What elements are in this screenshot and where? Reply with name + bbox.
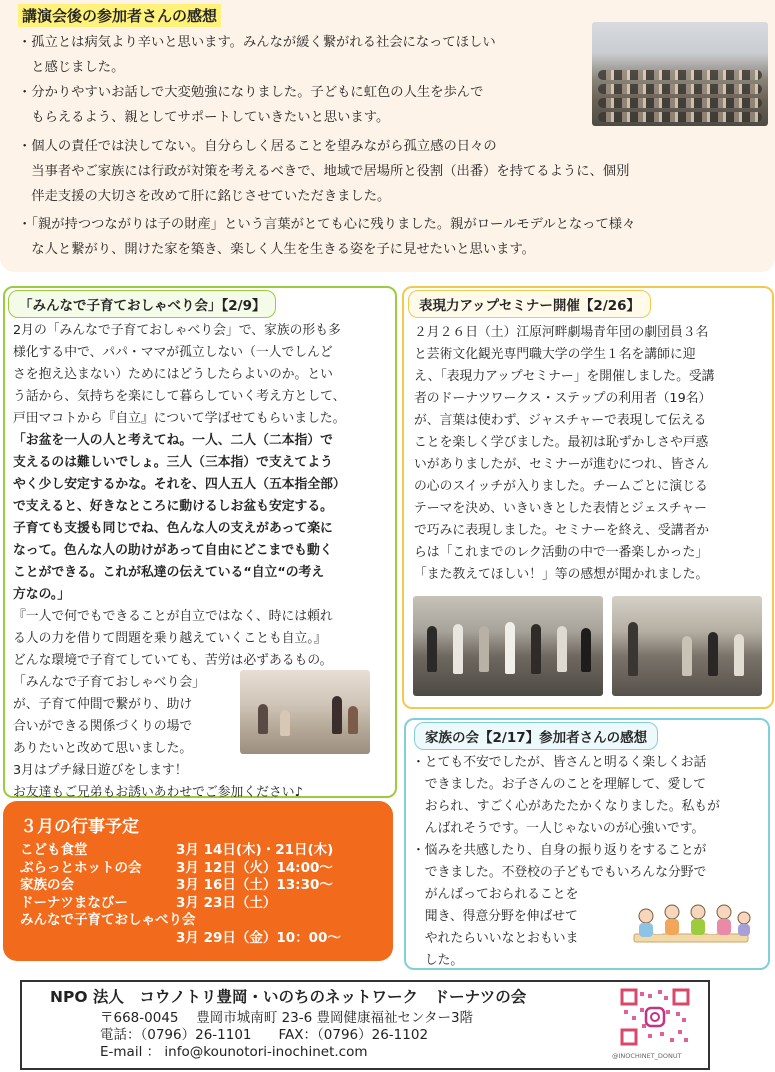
body-line: 様化する中で、パパ・ママが孤立しない（一人でしんど	[13, 345, 333, 360]
quote-line: 「お盆を一人の人と考えてね。一人、二人（二本指）で	[13, 433, 333, 448]
march-events-dates	[176, 842, 341, 947]
event-date: 3月 16日（土）13:30～	[176, 877, 333, 893]
talk-session-title: 「みんなで子育ておしゃべり会」【2/9】	[8, 290, 276, 318]
body-line: ・とても不安でしたが、皆さんと明るく楽しくお話	[412, 755, 707, 770]
body-line: 合いができる関係づくりの場で	[13, 719, 193, 734]
body-line: が、子育て仲間で繋がり、助け	[13, 697, 193, 712]
instagram-handle: @INOCHINET_DONUT	[612, 1052, 682, 1060]
feedback-line: 当事者やご家族には行政が対策を考えるべきで、地域で居場所と役割（出番）を持てるように、個別	[18, 164, 630, 179]
top-feedback-item-3	[18, 134, 629, 209]
event-name: ドーナツまなびー	[20, 894, 128, 911]
event-date	[176, 912, 341, 930]
body-line: した。	[412, 953, 464, 968]
seminar-title: 表現力アップセミナー開催【2/26】	[408, 290, 651, 318]
quote-line: 方なの。」	[13, 587, 71, 602]
body-line: 聞き、得意分野を伸ばせて	[412, 909, 578, 924]
body-line: で巧みに表現しました。セミナーを終え、受講者か	[414, 523, 710, 538]
body-line: が、言葉は使わず、ジャスチャーで表現して伝える	[414, 413, 707, 428]
seminar-photo-circle	[413, 596, 603, 696]
body-line: ありたいと改めて思いました。	[13, 741, 193, 756]
body-line: る人の力を借りて問題を乗り越えていくことも自立。』	[13, 631, 327, 646]
quote-line: ことができる。これが私達の伝えている“自立“の考え	[13, 565, 325, 580]
body-line: 3月はプチ縁日遊びをします！	[13, 763, 188, 778]
top-feedback-item-2	[18, 80, 483, 130]
body-line: いがありましたが、セミナーが進むにつれ、皆さん	[414, 457, 709, 472]
instagram-qr-code[interactable]	[618, 988, 692, 1046]
body-line: んばれそうです。一人じゃないのが心強いです。	[412, 821, 705, 836]
body-line: らは「これまでのレク活動の中で一番楽しかった」	[414, 545, 709, 560]
event-name: ぶらっとホットの会	[20, 859, 142, 876]
body-line: テーマを決め、いきいきとした表情とジェスチャー	[414, 501, 707, 516]
event-name: こども食堂	[20, 842, 88, 858]
seminar-body	[414, 322, 714, 586]
body-line: 者のドーナツワークス・ステップの利用者（19名）	[414, 391, 712, 406]
phone-fax: 電話：（0796）26-1101 FAX：（0796）26-1102	[100, 1027, 429, 1043]
address: 〒668-0045 豊岡市城南町 23-6 豊岡健康福祉センター3階	[100, 1010, 474, 1026]
event-date: 3月 12日（火）14:00～	[176, 859, 333, 876]
email: E-mail ： info@kounotori-inochinet.com	[100, 1044, 368, 1060]
feedback-line: ・分かりやすいお話しで大変勉強になりました。子どもに虹色の人生を歩んで	[18, 85, 484, 100]
body-line: できました。不登校の子どもでもいろんな分野で	[412, 865, 707, 880]
march-events-names	[20, 842, 196, 930]
top-feedback-item-4	[18, 212, 635, 262]
body-line: え、「表現力アップセミナー」を開催しました。受講	[414, 369, 715, 384]
seminar-photo-gesture	[612, 596, 762, 696]
feedback-line: ・「親が持つつながりは子の財産」という言葉がとても心に残りました。親がロールモデルとなって様々	[18, 217, 636, 232]
body-line: どんな環境で子育てしていても、苦労は必ずあるもの。	[13, 653, 333, 668]
body-line: ・悩みを共感したり、自身の振り返りをすることが	[412, 843, 707, 858]
lecture-audience-photo	[592, 22, 768, 126]
feedback-line: もらえるよう、親としてサポートしていきたいと思います。	[18, 110, 390, 125]
body-line: 2月の「みんなで子育ておしゃべり会」で、家族の形も多	[13, 323, 341, 338]
body-line: やれたらいいなとおもいま	[412, 931, 579, 946]
event-date: 3月 23日（土）	[176, 894, 277, 911]
quote-line: やく少し安定するかな。それを、四人五人（五本指全部）	[13, 477, 346, 492]
family-meeting-illustration	[624, 894, 758, 960]
event-date: 3月 14日(木)・21日(木)	[176, 842, 334, 858]
body-line: と芸術文化観光専門職大学の学生１名を講師に迎	[414, 347, 696, 362]
body-line: 戸田マコトから『自立』について学ばせてもらいました。	[13, 411, 346, 426]
feedback-line: と感じました。	[18, 60, 125, 75]
body-line: できました。お子さんのことを理解して、愛して	[412, 777, 707, 792]
family-meeting-title: 家族の会【2/17】参加者さんの感想	[414, 722, 658, 750]
body-line: お友達もご兄弟もお誘いあわせでご参加ください♪	[13, 785, 303, 800]
body-line: 『一人で何でもできることが自立ではなく、時には頼れ	[13, 609, 333, 624]
body-line: おられ、すごく心があたたかくなりました。私もが	[412, 799, 720, 814]
feedback-line: ・個人の責任では決してない。自分らしく居ることを望みながら孤立感の日々の	[18, 139, 497, 154]
organization-name: NPO 法人 コウノトリ豊岡・いのちのネットワーク ドーナツの会	[50, 988, 527, 1006]
march-events-title: ３月の行事予定	[20, 817, 139, 837]
feedback-line: な人と繋がり、開けた家を築き、楽しく人生を生きる姿を子に見せたいと思います。	[18, 242, 535, 257]
quote-line: なって。色んな人の助けがあって自由にどこまでも動く	[13, 543, 333, 558]
body-line: 「また教えてほしい！」等の感想が聞かれました。	[414, 567, 709, 582]
top-feedback-title: 講演会後の参加者さんの感想	[18, 4, 221, 27]
quote-line: 支えるのは難しいでしょ。三人（三本指）で支えてよう	[13, 455, 333, 470]
feedback-line: ・孤立とは病気より辛いと思います。みんなが緩く繋がれる社会になってほしい	[18, 35, 496, 50]
body-line: の心のスイッチが入りました。チームごとに演じる	[414, 479, 708, 494]
event-name: 家族の会	[20, 877, 74, 893]
body-line: う話から、気持ちを楽にして暮らしていく考え方として、	[13, 389, 346, 404]
top-feedback-item-1	[18, 30, 496, 80]
feedback-line: 伴走支援の大切さを改めて肝に銘じさせていただきました。	[18, 189, 391, 204]
quote-line: で支えると、好きなところに動けるしお盆も安定する。	[13, 499, 333, 514]
quote-line: 子育ても支援も同じでね、色んな人の支えがあって楽に	[13, 521, 333, 536]
body-line: 「みんなで子育ておしゃべり会」	[13, 675, 205, 690]
event-date: 3月 29日（金）10：00～	[176, 929, 341, 946]
body-line: ２月２６日（土）江原河畔劇場青年団の劇団員３名	[414, 325, 709, 340]
body-line: さを抱え込まない）ためにはどうしたらよいのか。とい	[13, 367, 333, 382]
body-line: がんばっておられることを	[412, 887, 579, 902]
talk-session-photo	[240, 670, 370, 754]
body-line: ことを楽しく学びました。最初は恥ずかしさや戸惑	[414, 435, 709, 450]
event-name: みんなで子育ておしゃべり会	[20, 912, 196, 928]
